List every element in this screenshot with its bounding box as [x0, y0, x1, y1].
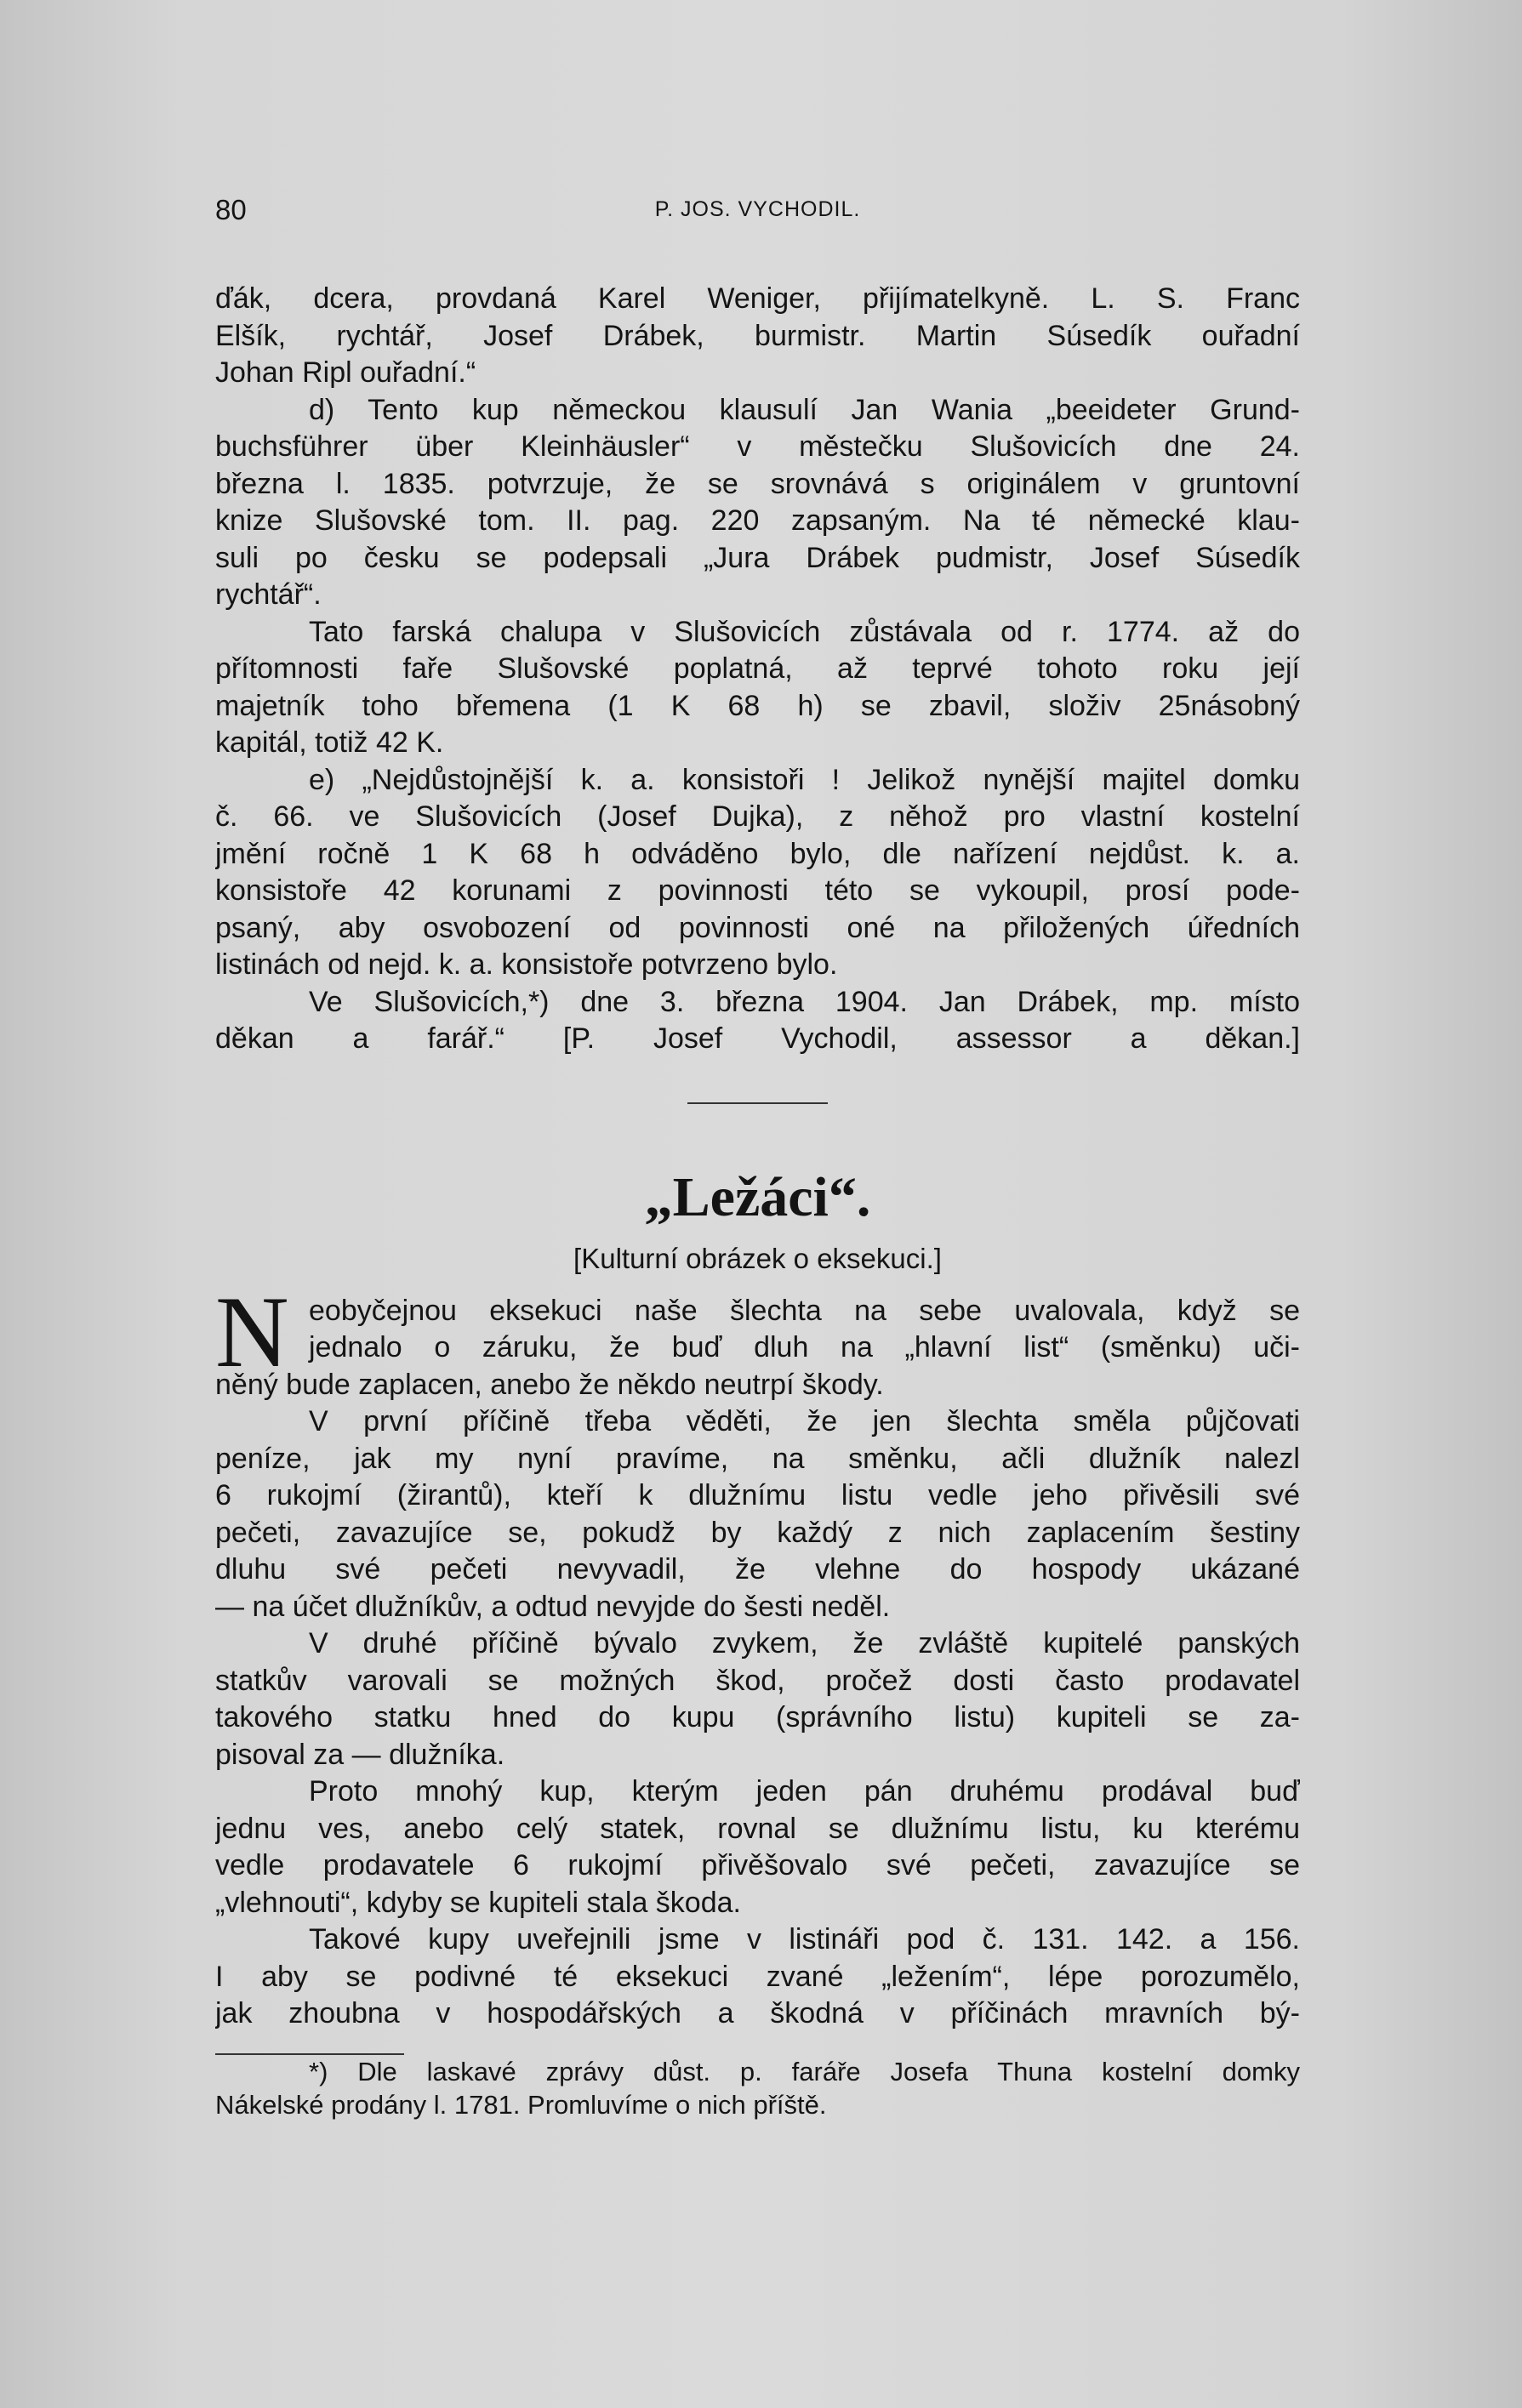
paragraph-e — [215, 762, 1300, 984]
text-line: března l. 1835. potvrzuje, že se srovnává s originálem v gruntovní — [215, 467, 1300, 500]
text-line: Proto mnohý kup, kterým jeden pán druhému prodával buď — [309, 1775, 1300, 1807]
running-head: P. JOS. VYCHODIL. — [654, 197, 861, 221]
text-line: Ve Slušovicích,*) dne 3. března 1904. Jan Drábek, mp. místo — [309, 985, 1300, 1018]
text-line: konsistoře 42 korunami z povinnosti této se vykoupil, prosí pode- — [215, 874, 1300, 907]
text-line: Takové kupy uveřejnili jsme v listináři pod č. 131. 142. a 156. — [309, 1923, 1300, 1955]
signature-block — [215, 984, 1300, 1058]
text-line: listinách od nejd. k. a. konsistoře potvrzeno bylo. — [215, 948, 838, 981]
text-line: buchsführer über Kleinhäusler“ v městečku Slušovicích dne 24. — [215, 430, 1300, 463]
text-line: psaný, aby osvobození od povinnosti oné na přiložených úředních — [215, 911, 1300, 944]
text-line: jmění ročně 1 K 68 h odváděno bylo, dle nařízení nejdůst. k. a. — [215, 837, 1300, 870]
text-line: jednu ves, anebo celý statek, rovnal se dlužnímu listu, ku kterému — [215, 1812, 1300, 1845]
paragraph-d — [215, 392, 1300, 614]
text-line: „vlehnouti“, kdyby se kupiteli stala škoda. — [215, 1886, 741, 1919]
paragraph-fara — [215, 614, 1300, 762]
text-line: knize Slušovské tom. II. pag. 220 zapsaným. Na té německé klau- — [215, 504, 1300, 537]
text-line: č. 66. ve Slušovicích (Josef Dujka), z něhož pro vlastní kostelní — [215, 800, 1300, 833]
paragraph-continuation — [215, 281, 1300, 392]
drop-cap: N — [215, 1274, 289, 1388]
paragraph-1 — [215, 1274, 1300, 1404]
text-line: statkův varovali se možných škod, pročež dosti často prodavatel — [215, 1664, 1300, 1697]
footnote-line: *) Dle laskavé zprávy důst. p. faráře Josefa Thuna kostelní domky — [309, 2056, 1300, 2086]
article-subtitle: [Kulturní obrázek o eksekuci.] — [573, 1242, 942, 1274]
page-number: 80 — [215, 194, 247, 225]
article-title: „Ležáci“. — [644, 1165, 871, 1228]
text-line: ďák, dcera, provdaná Karel Weniger, přijímatelkyně. L. S. Franc — [215, 282, 1300, 315]
text-line: V druhé příčině bývalo zvykem, že zvláště kupitelé panských — [309, 1627, 1300, 1659]
body-text — [215, 281, 1300, 2121]
text-line: — na účet dlužníkův, a odtud nevyjde do šesti neděl. — [215, 1590, 891, 1623]
paragraph-5 — [215, 1921, 1300, 2033]
text-line: vedle prodavatele 6 rukojmí přivěšovalo své pečeti, zavazujíce se — [215, 1849, 1300, 1881]
page-header — [215, 194, 1300, 236]
text-line: d) Tento kup německou klausulí Jan Wania „beeideter Grund- — [309, 393, 1300, 426]
text-line: eobyčejnou eksekuci naše šlechta na sebe uvalovala, když se — [309, 1294, 1300, 1327]
text-line: děkan a farář.“ [P. Josef Vychodil, assessor a děkan.] — [215, 1022, 1300, 1055]
text-line: jak zhoubna v hospodářských a škodná v příčinách mravních bý- — [215, 1997, 1300, 2029]
footnote — [215, 2055, 1300, 2121]
text-line: dluhu své pečeti nevyvadil, že vlehne do hospody ukázané — [215, 1553, 1300, 1585]
text-line: I aby se podivné té eksekuci zvané „ležením“, lépe porozumělo, — [215, 1960, 1300, 1993]
text-line: 6 rukojmí (žirantů), kteří k dlužnímu listu vedle jeho přivěsili své — [215, 1479, 1300, 1511]
text-line: peníze, jak my nyní pravíme, na směnku, ačli dlužník nalezl — [215, 1442, 1300, 1475]
section-divider — [687, 1102, 828, 1104]
text-line: e) „Nejdůstojnější k. a. konsistoři ! Jelikož nynější majitel domku — [309, 763, 1300, 796]
text-line: Tato farská chalupa v Slušovicích zůstávala od r. 1774. až do — [309, 615, 1300, 648]
text-line: kapitál, totiž 42 K. — [215, 726, 444, 759]
paragraph-4 — [215, 1773, 1300, 1921]
paragraph-2 — [215, 1403, 1300, 1625]
paragraph-3 — [215, 1625, 1300, 1773]
text-line: pečeti, zavazujíce se, pokudž by každý z nich zaplacením šestiny — [215, 1516, 1300, 1549]
footnote-line: Nákelské prodány l. 1781. Promluvíme o nich příště. — [215, 2089, 827, 2120]
text-line: rychtář“. — [215, 578, 322, 611]
text-line: přítomnosti faře Slušovské poplatná, až teprvé tohoto roku její — [215, 652, 1300, 685]
text-line: Johan Ripl ouřadní.“ — [215, 356, 476, 389]
text-line: Elšík, rychtář, Josef Drábek, burmistr. Martin Súsedík ouřadní — [215, 319, 1300, 352]
text-line: něný bude zaplacen, anebo že někdo neutrpí škody. — [215, 1368, 884, 1401]
text-line: majetník toho břemena (1 K 68 h) se zbavil, složiv 25násobný — [215, 689, 1300, 722]
text-line: suli po česku se podepsali „Jura Drábek pudmistr, Josef Súsedík — [215, 541, 1300, 574]
text-line: jednalo o záruku, že buď dluh na „hlavní list“ (směnku) uči- — [309, 1331, 1300, 1363]
text-line: V první příčině třeba věděti, že jen šlechta směla půjčovati — [309, 1405, 1300, 1437]
text-line: takového statku hned do kupu (správního listu) kupiteli se za- — [215, 1701, 1300, 1733]
text-line: pisoval za — dlužníka. — [215, 1738, 505, 1771]
